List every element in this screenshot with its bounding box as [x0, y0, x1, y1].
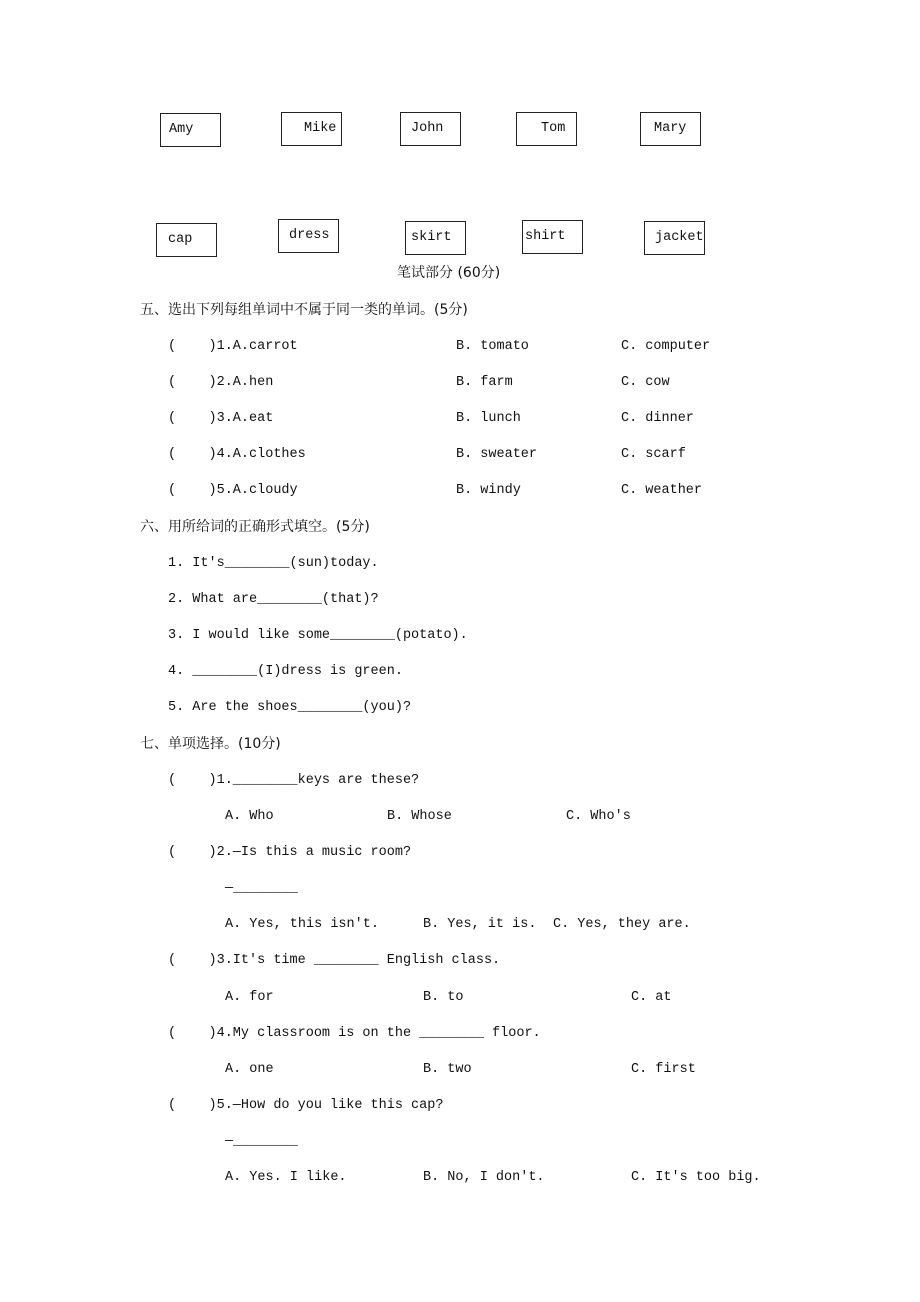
option-c: C. computer	[621, 339, 711, 354]
option-c: C. at	[631, 990, 672, 1005]
name-box: Mike	[281, 112, 342, 146]
option-c: C. Yes, they are.	[553, 917, 691, 932]
name-box: Amy	[160, 113, 221, 147]
option-b: B. lunch	[456, 411, 521, 426]
answer-blank: —________	[225, 1134, 298, 1149]
option-c: C. Who's	[566, 809, 631, 824]
name-box: Mary	[640, 112, 701, 146]
clothes-box: dress	[278, 219, 339, 253]
question: ( )3.It's time ________ English class.	[168, 953, 501, 968]
question: ( )4.A.clothes	[168, 447, 306, 462]
question: ( )2.A.hen	[168, 375, 274, 390]
fill-in-item: 2. What are________(that)?	[168, 592, 379, 607]
option-a: A. Yes, this isn't.	[225, 917, 379, 932]
clothes-box: shirt	[522, 220, 583, 254]
option-b: B. Yes, it is.	[423, 917, 537, 932]
option-a: A. Who	[225, 809, 274, 824]
section5-heading: 五、选出下列每组单词中不属于同一类的单词。(5分)	[140, 302, 468, 318]
clothes-box: jacket	[644, 221, 705, 255]
question: ( )4.My classroom is on the ________ floor.	[168, 1026, 541, 1041]
option-a: A. for	[225, 990, 274, 1005]
option-c: C. dinner	[621, 411, 694, 426]
option-b: B. No, I don't.	[423, 1170, 545, 1185]
option-c: C. weather	[621, 483, 703, 498]
answer-blank: —________	[225, 881, 298, 896]
name-box: John	[400, 112, 461, 146]
option-c: C. cow	[621, 375, 670, 390]
option-b: B. tomato	[456, 339, 529, 354]
section6-heading: 六、用所给词的正确形式填空。(5分)	[140, 519, 370, 535]
question: ( )5.A.cloudy	[168, 483, 298, 498]
name-box: Tom	[516, 112, 577, 146]
option-a: A. Yes. I like.	[225, 1170, 347, 1185]
option-c: C. first	[631, 1062, 696, 1077]
fill-in-item: 4. ________(I)dress is green.	[168, 664, 403, 679]
question: ( )1.A.carrot	[168, 339, 298, 354]
fill-in-item: 1. It's________(sun)today.	[168, 556, 379, 571]
option-b: B. sweater	[456, 447, 538, 462]
option-c: C. scarf	[621, 447, 686, 462]
option-c: C. It's too big.	[631, 1170, 761, 1185]
question: ( )5.—How do you like this cap?	[168, 1098, 444, 1113]
question: ( )2.—Is this a music room?	[168, 845, 412, 860]
option-b: B. to	[423, 990, 464, 1005]
option-b: B. two	[423, 1062, 472, 1077]
option-a: A. one	[225, 1062, 274, 1077]
option-b: B. Whose	[387, 809, 452, 824]
clothes-box: skirt	[405, 221, 466, 255]
section7-heading: 七、单项选择。(10分)	[140, 736, 281, 752]
written-section-title: 笔试部分 (60分)	[397, 265, 501, 281]
fill-in-item: 5. Are the shoes________(you)?	[168, 700, 412, 715]
clothes-box: cap	[156, 223, 217, 257]
question: ( )3.A.eat	[168, 411, 274, 426]
option-b: B. windy	[456, 483, 521, 498]
option-b: B. farm	[456, 375, 513, 390]
fill-in-item: 3. I would like some________(potato).	[168, 628, 468, 643]
question: ( )1.________keys are these?	[168, 773, 420, 788]
